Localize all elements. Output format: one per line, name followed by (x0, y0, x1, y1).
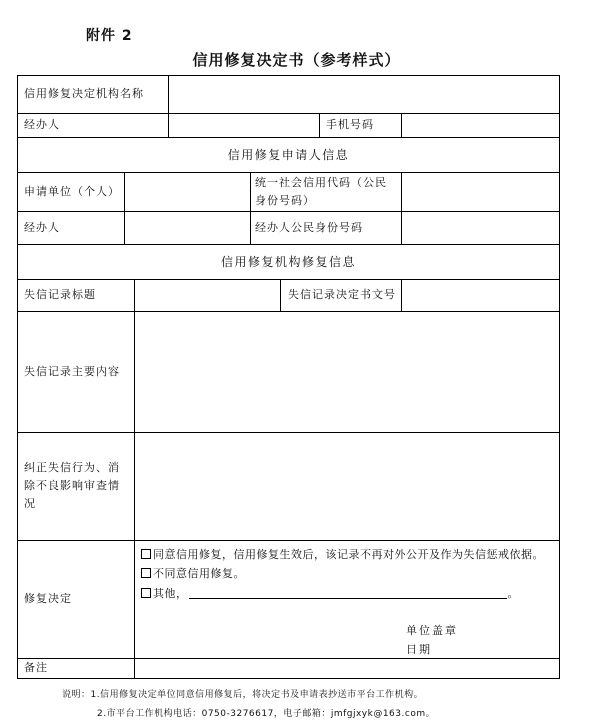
disagree-checkbox[interactable] (141, 568, 151, 578)
agree-option-text: 同意信用修复，信用修复生效后，该记录不再对外公开及作为失信惩戒依据。 (153, 548, 544, 561)
other-option-text: 其他， (153, 587, 188, 600)
handler-label: 经办人 (24, 118, 60, 131)
remarks-label: 备注 (24, 661, 48, 674)
decision-label: 修复决定 (24, 592, 72, 605)
seal-label: 单位盖章 (406, 624, 458, 637)
table-line (134, 279, 135, 311)
table-line (401, 172, 402, 244)
other-checkbox[interactable] (141, 588, 151, 598)
credit-code-label: 统一社会信用代码（公民身份号码） (255, 175, 387, 207)
table-line (280, 279, 281, 311)
table-line (319, 113, 320, 137)
repair-section-title: 信用修复机构修复信息 (220, 255, 356, 269)
applicant-unit-label: 申请单位（个人） (24, 184, 120, 198)
table-line (250, 172, 251, 244)
table-line (17, 658, 560, 659)
disagree-option-text: 不同意信用修复。 (153, 567, 245, 580)
table-line (17, 678, 560, 679)
attachment-label: 附件 2 (86, 28, 133, 44)
applicant-section-title: 信用修复申请人信息 (227, 148, 350, 162)
table-line (401, 279, 402, 311)
correction-review-label: 纠正失信行为、消除不良影响审查情况 (24, 461, 120, 510)
disagree-option[interactable] (141, 566, 245, 580)
other-fill-in-line[interactable] (189, 588, 507, 599)
note-line-2: 2.市平台工作机构电话：0750-3276617，电子邮箱：jmfgjxyk@163.com。 (97, 709, 436, 719)
handler-id-label: 经办人公民身份号码 (255, 220, 363, 234)
document-title: 信用修复决定书（参考样式） (192, 51, 401, 69)
decision-form-table (17, 75, 560, 679)
table-line (17, 540, 560, 541)
record-title-label: 失信记录标题 (24, 288, 96, 301)
agree-checkbox[interactable] (141, 549, 151, 559)
other-option-end: 。 (507, 587, 519, 600)
record-doc-no-label: 失信记录决定书文号 (288, 288, 396, 301)
phone-label: 手机号码 (326, 118, 374, 131)
date-label: 日期 (406, 643, 432, 656)
other-option[interactable] (141, 586, 519, 600)
table-line (17, 113, 560, 114)
table-line (168, 75, 169, 137)
org-name-label: 信用修复决定机构名称 (24, 87, 144, 100)
table-line (124, 172, 125, 244)
applicant-handler-label: 经办人 (24, 220, 60, 234)
table-line (401, 113, 402, 137)
record-content-label: 失信记录主要内容 (24, 364, 120, 378)
table-line (134, 311, 135, 679)
agree-option[interactable] (141, 547, 544, 561)
note-line-1: 说明：1.信用修复决定单位同意信用修复后，将决定书及申请表抄送市平台工作机构。 (62, 690, 424, 700)
